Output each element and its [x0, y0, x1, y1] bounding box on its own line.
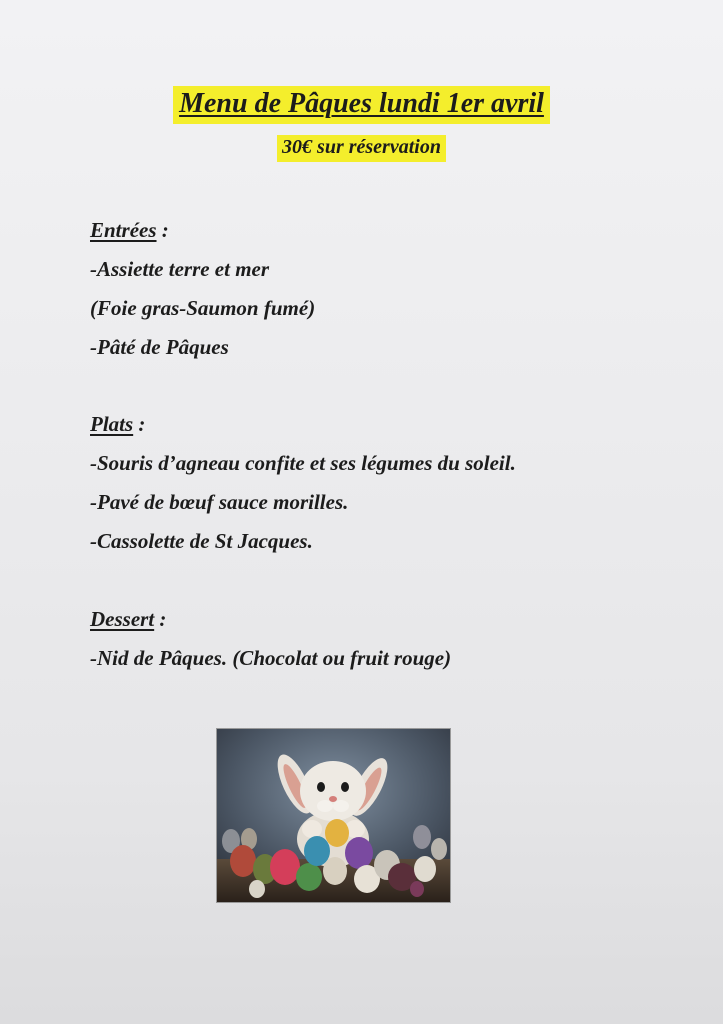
section-plats: [90, 405, 516, 561]
easter-bunny-illustration: [217, 729, 450, 902]
section-heading-label: Entrées: [90, 218, 157, 242]
menu-item: -Cassolette de St Jacques.: [90, 529, 313, 553]
menu-title-text: Menu de Pâques lundi 1er avril: [173, 86, 550, 124]
section-heading: [90, 211, 315, 250]
easter-bunny-image: [216, 728, 451, 903]
section-heading-colon: :: [156, 218, 169, 242]
section-heading: [90, 600, 451, 639]
section-heading-colon: :: [133, 412, 146, 436]
section-heading-colon: :: [154, 607, 167, 631]
menu-item: -Souris d’agneau confite et ses légumes du soleil.: [90, 451, 516, 475]
section-heading-label: Plats: [90, 412, 134, 436]
section-heading: [90, 405, 516, 444]
section-heading-label: Dessert: [90, 607, 155, 631]
menu-subtitle: [0, 135, 723, 162]
menu-item: (Foie gras-Saumon fumé): [90, 296, 316, 320]
menu-item: -Pâté de Pâques: [90, 335, 229, 359]
menu-price-text: 30€ sur réservation: [277, 135, 446, 162]
menu-item: -Pavé de bœuf sauce morilles.: [90, 490, 349, 514]
section-dessert: [90, 600, 451, 678]
section-entrees: [90, 211, 315, 367]
menu-item: -Assiette terre et mer: [90, 257, 270, 281]
menu-item: -Nid de Pâques. (Chocolat ou fruit rouge): [90, 646, 452, 670]
menu-title: [0, 86, 723, 124]
